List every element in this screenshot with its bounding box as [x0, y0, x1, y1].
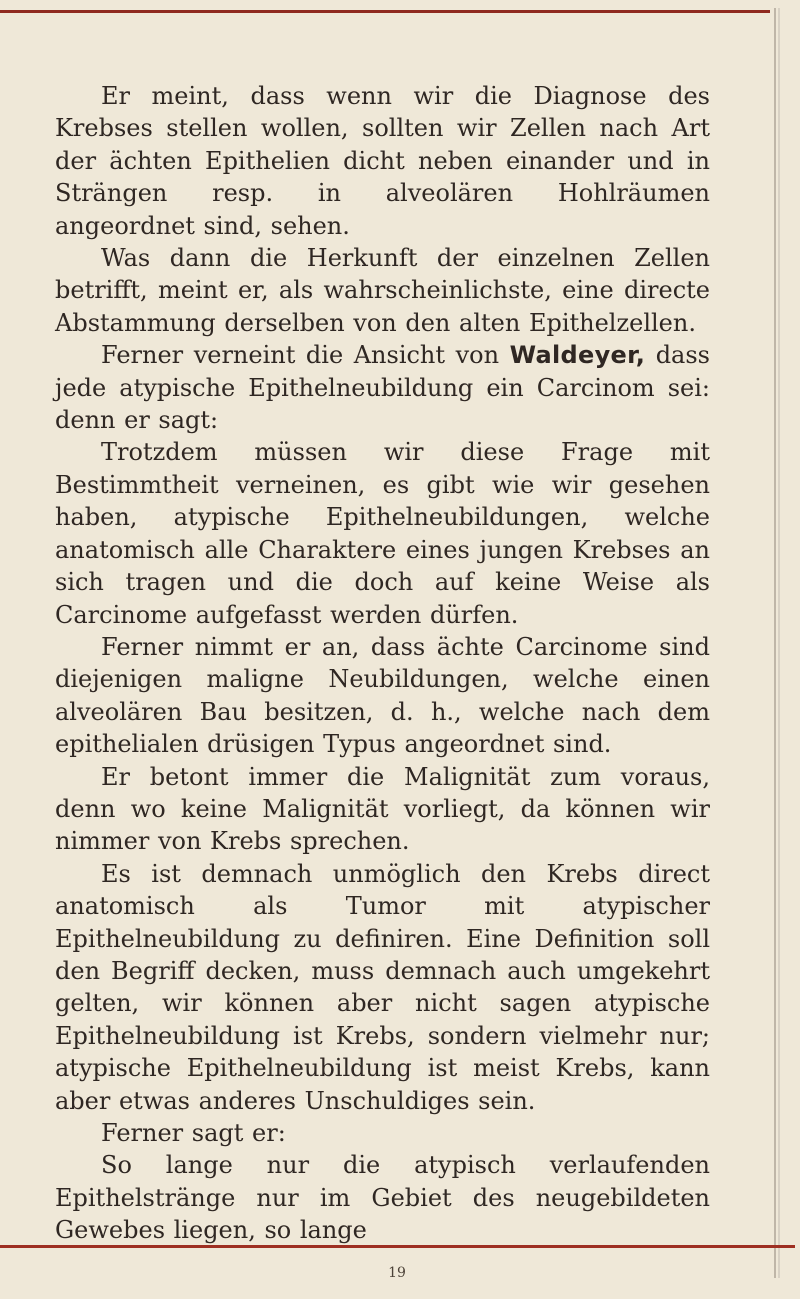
paragraph-true-carcinomas: Ferner nimmt er an, dass ächte Carcinome sind diejenigen maligne Neubildungen, welche einen alveolären Bau besitzen, d. h., welche nach dem epithelialen drüsigen Typus angeordnet sind.	[55, 632, 710, 759]
paragraph-malignancy: Er betont immer die Malignität zum voraus, denn wo keine Malignität vorliegt, da können wir nimmer von Krebs sprechen.	[55, 762, 710, 856]
paragraph-cell-origin: Was dann die Herkunft der einzelnen Zellen betrifft, meint er, als wahrscheinlichste, eine directe Abstammung derselben von den alten Epithelzellen.	[55, 244, 710, 337]
paragraph-waldeyer-continuation: dass jede atypische Epithelneubildung ein Carcinom sei: denn er sagt:	[55, 341, 710, 435]
top-page-rule	[0, 10, 770, 13]
paragraph-further-statement: Ferner sagt er:	[101, 1119, 286, 1147]
paragraph-diagnosis: Er meint, dass wenn wir die Diagnose des Krebses stellen wollen, sollten wir Zellen nach Art der ächten Epithelien dicht neben einander und in Strängen resp. in alveolären Hohlräumen angeordnet sind, sehen.	[55, 82, 710, 240]
main-text-block	[55, 80, 710, 1247]
right-page-edge-outer	[774, 8, 776, 1278]
author-name-waldeyer: Waldeyer,	[509, 341, 646, 370]
paragraph-epithelial-strands: So lange nur die atypisch verlaufenden Epithelstränge nur im Gebiet des neugebildeten Gewebes liegen, so lange	[55, 1151, 710, 1245]
paragraph-waldeyer-intro: Ferner verneint die Ansicht von	[101, 341, 510, 370]
page-number: 19	[388, 1265, 406, 1281]
bottom-page-rule	[0, 1245, 795, 1248]
paragraph-definition: Es ist demnach unmöglich den Krebs direct anatomisch als Tumor mit atypischer Epithelneubildung zu definiren. Eine Definition soll den Begriff decken, muss demnach auch umgekehrt gelten, wir können aber nicht sagen atypische Epithelneubildung ist Krebs, sondern vielmehr nur; atypische Epithelneubildung ist meist Krebs, kann aber etwas anderes Unschuldiges sein.	[55, 859, 710, 1115]
paragraph-atypical-neoplasms: Trotzdem müssen wir diese Frage mit Bestimmtheit verneinen, es gibt wie wir gesehen haben, atypische Epithelneubildungen, welche anatomisch alle Charaktere eines jungen Krebses an sich tragen und die doch auf keine Weise als Carcinome aufgefasst werden dürfen.	[55, 438, 710, 629]
paragraph-waldeyer	[55, 339, 710, 436]
right-page-edge-inner	[778, 8, 780, 1278]
